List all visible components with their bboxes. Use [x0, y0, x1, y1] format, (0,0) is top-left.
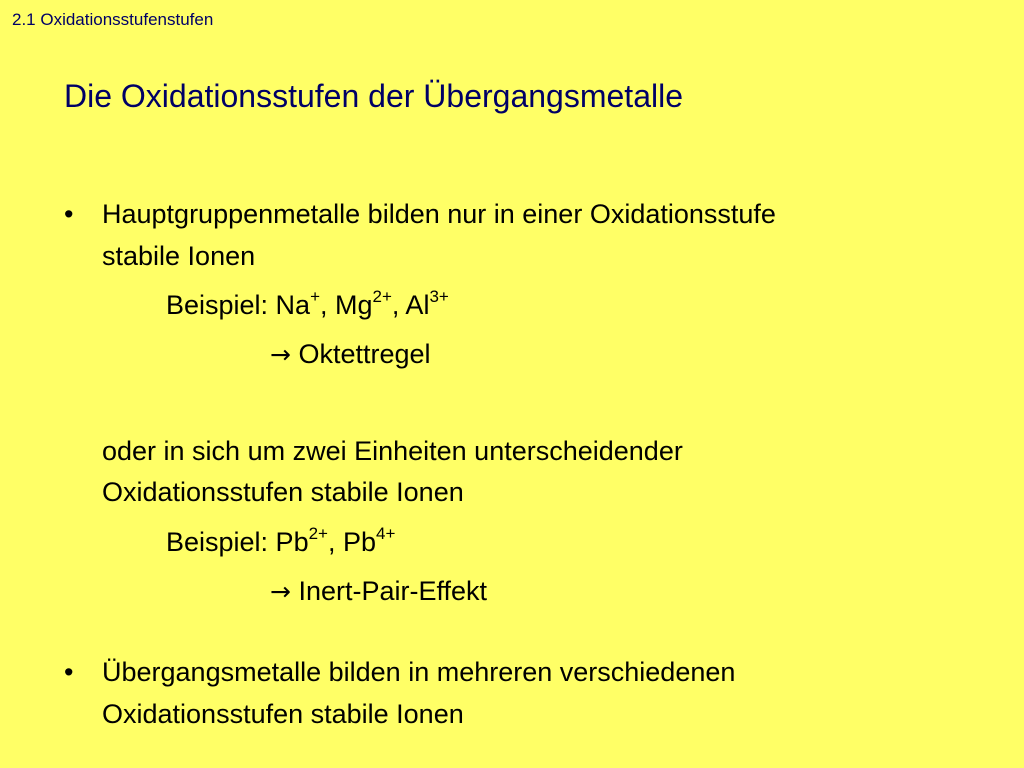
example-mid-mg: , Mg — [320, 290, 373, 320]
point1-example — [166, 289, 449, 321]
slide-title: Die Oxidationsstufen der Übergangsmetalle — [64, 78, 683, 114]
charge-al: 3+ — [429, 287, 449, 306]
example-mid-al: , Al — [391, 290, 430, 320]
charge-pb4: 4+ — [376, 524, 396, 543]
example-prefix: Beispiel: Na — [166, 290, 311, 320]
point1-line1: Hauptgruppenmetalle bilden nur in einer Oxidationsstufe — [102, 199, 776, 229]
bullet-1: • — [64, 199, 74, 229]
point1b-line2: Oxidationsstufen stabile Ionen — [102, 477, 464, 507]
point2-line1: Übergangsmetalle bilden in mehreren verschiedenen — [102, 657, 736, 687]
section-label: 2.1 Oxidationsstufenstufen — [12, 10, 214, 29]
point1b-consequence — [270, 575, 487, 608]
example-mid-pb: , Pb — [327, 527, 377, 557]
charge-mg: 2+ — [372, 287, 392, 306]
arrow-right-icon: → — [270, 577, 291, 606]
bullet-2: • — [64, 657, 74, 687]
point2-line2: Oxidationsstufen stabile Ionen — [102, 699, 464, 729]
point1b-line1: oder in sich um zwei Einheiten unterscheidender — [102, 436, 683, 466]
consequence-text: Oktettregel — [298, 339, 431, 369]
arrow-right-icon: → — [270, 340, 291, 369]
charge-na: + — [310, 287, 321, 306]
point1-line2: stabile Ionen — [102, 241, 256, 271]
point1b-example — [166, 526, 395, 558]
point1-consequence — [270, 338, 431, 371]
charge-pb2: 2+ — [308, 524, 328, 543]
example-prefix: Beispiel: Pb — [166, 527, 309, 557]
consequence-text: Inert-Pair-Effekt — [298, 576, 488, 606]
